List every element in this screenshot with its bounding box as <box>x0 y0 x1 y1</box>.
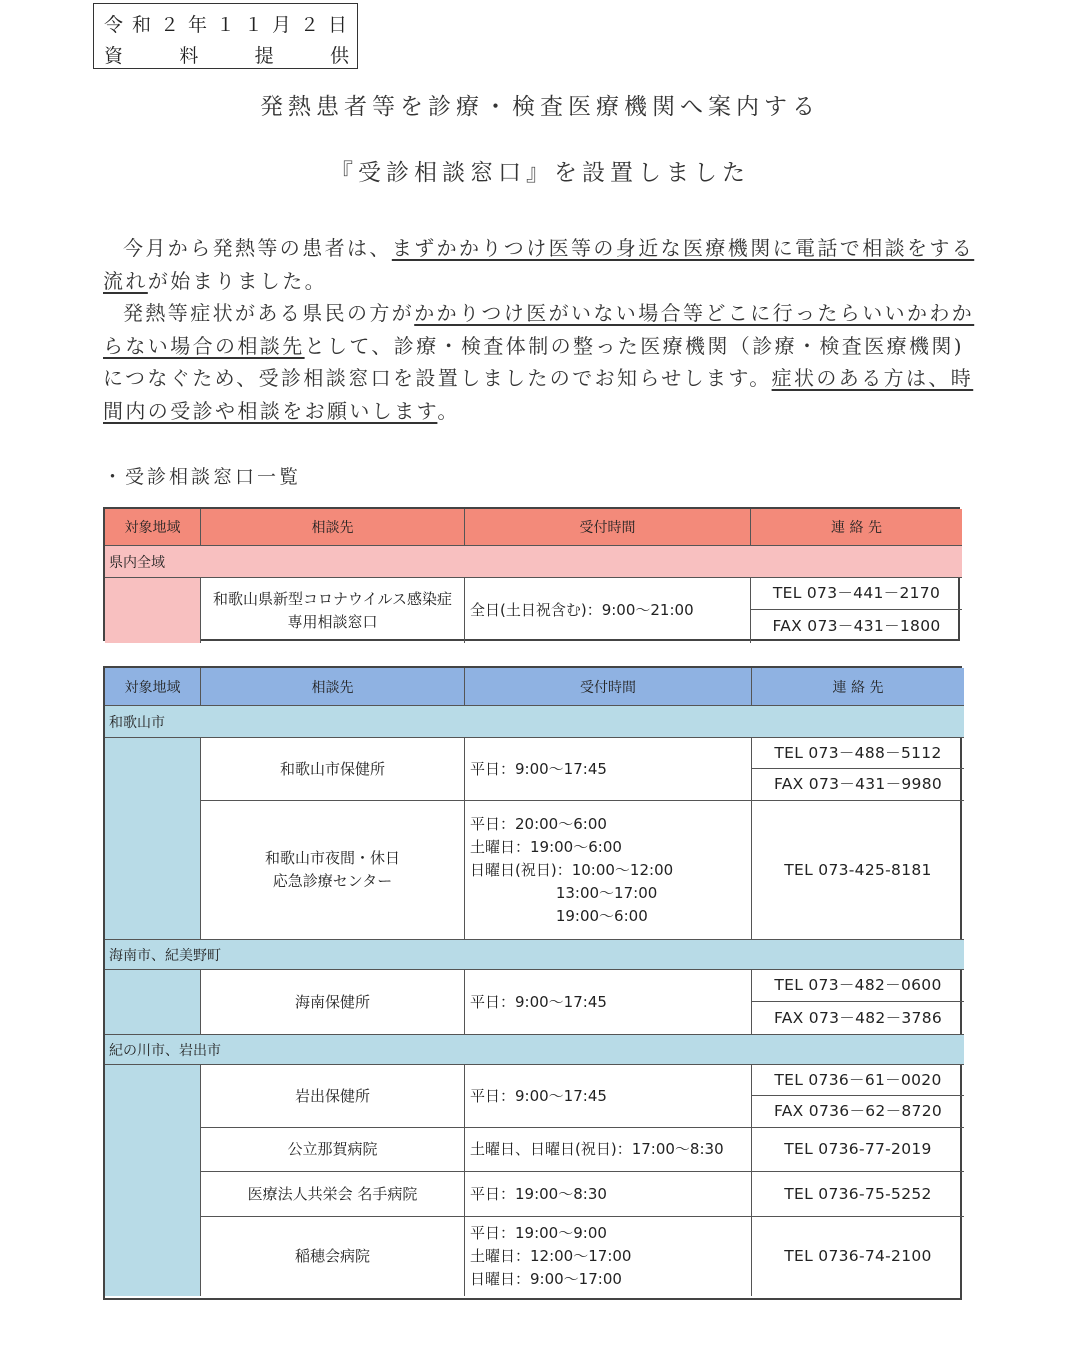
fax-number: FAX 073－431－1800 <box>772 617 941 635</box>
region-fill <box>105 970 201 1035</box>
page-title-line2: 『受診相談窓口』を設置しました <box>330 160 750 186</box>
consult-name: 和歌山市夜間・休日 応急診療センター <box>201 801 465 940</box>
prefecture-consultation-table <box>103 507 960 641</box>
header-consult: 相談先 <box>201 509 465 546</box>
region-fill <box>105 578 201 643</box>
region-row: 県内全域 <box>105 546 962 578</box>
tel-number: TEL 073－482－0600 <box>752 970 964 1002</box>
region-fill <box>105 1065 201 1296</box>
underlined-text: まずかかりつけ医等の身近な医療機関に電話で相談をする流れ <box>103 236 975 293</box>
region-row: 和歌山市 <box>105 706 964 738</box>
reception-hours: 平日：9:00～17:45 <box>465 970 752 1035</box>
fax-number: FAX 0736－62－8720 <box>752 1096 964 1128</box>
reception-hours: 平日：9:00～17:45 <box>465 738 752 801</box>
consult-name: 医療法人共栄会 名手病院 <box>201 1172 465 1217</box>
consult-name: 和歌山市保健所 <box>201 738 465 801</box>
consult-name: 岩出保健所 <box>201 1065 465 1128</box>
reception-hours: 土曜日、日曜日(祝日)：17:00～8:30 <box>465 1128 752 1172</box>
consult-name: 公立那賀病院 <box>201 1128 465 1172</box>
header-area: 対象地域 <box>105 668 201 706</box>
fax-number: FAX 073－482－3786 <box>752 1002 964 1035</box>
fax-number: FAX 073－431－9980 <box>752 769 964 801</box>
document-provided-label: 資 料 提 供 <box>104 45 349 67</box>
region-fill <box>105 738 201 940</box>
header-hours: 受付時間 <box>465 509 751 546</box>
consult-name: 和歌山県新型コロナウイルス感染症 専用相談窓口 <box>201 578 465 643</box>
tel-number: TEL 073－488－5112 <box>752 738 964 769</box>
header-consult: 相談先 <box>201 668 465 706</box>
tel-number: TEL 073－441－2170 <box>751 578 962 610</box>
tel-number: TEL 0736－61－0020 <box>752 1065 964 1096</box>
paragraph-1: 今月から発熱等の患者は、まずかかりつけ医等の身近な医療機関に電話で相談をする流れが始まりました。 <box>103 236 975 293</box>
header-hours: 受付時間 <box>465 668 752 706</box>
region-row: 海南市、紀美野町 <box>105 940 964 970</box>
consult-name: 海南保健所 <box>201 970 465 1035</box>
reception-hours: 平日：19:00～9:00 土曜日：12:00～17:00 日曜日：9:00～17:00 <box>465 1217 752 1296</box>
region-row: 紀の川市、岩出市 <box>105 1035 964 1065</box>
regional-consultation-table <box>103 666 962 1300</box>
tel-number: TEL 0736-74-2100 <box>784 1247 932 1265</box>
announcement-body <box>103 232 980 427</box>
header-contact: 連 絡 先 <box>752 668 964 706</box>
paragraph-2: 発熱等症状がある県民の方がかかりつけ医がいない場合等どこに行ったらいいかわからない場合の相談先として、診療・検査体制の整った医療機関（診療・検査医療機関)につなぐため、受診相談窓口を設置しましたのでお知らせします。症状のある方は、時間内の受診や相談をお願いします。 <box>103 301 975 423</box>
tel-number: TEL 073-425-8181 <box>752 801 964 940</box>
reception-hours: 平日：20:00～6:00 土曜日：19:00～6:00 日曜日(祝日)：10:00～12:00 13:00～17:00 19:00～6:00 <box>465 801 752 940</box>
reception-hours: 全日(土日祝含む)：9:00～21:00 <box>465 578 751 643</box>
tel-number: TEL 0736-75-5252 <box>752 1172 964 1217</box>
header-area: 対象地域 <box>105 509 201 546</box>
date-text: 令和２年１１月２日 <box>104 14 357 36</box>
consultation-list-heading: ・受診相談窓口一覧 <box>103 466 302 488</box>
header-contact: 連 絡 先 <box>751 509 962 546</box>
underlined-text: かかりつけ医がいない場合等どこに行ったらいいかわからない場合の相談先 <box>103 301 975 358</box>
tel-number: TEL 0736-77-2019 <box>752 1128 964 1172</box>
page-title-line1: 発熱患者等を診療・検査医療機関へ案内する <box>260 94 820 120</box>
reception-hours: 平日：9:00～17:45 <box>465 1065 752 1128</box>
reception-hours: 平日：19:00～8:30 <box>465 1172 752 1217</box>
consult-name: 稲穂会病院 <box>201 1217 465 1296</box>
date-box <box>93 3 358 69</box>
underlined-text: 症状のある方は、時間内の受診や相談をお願いします <box>103 366 974 423</box>
